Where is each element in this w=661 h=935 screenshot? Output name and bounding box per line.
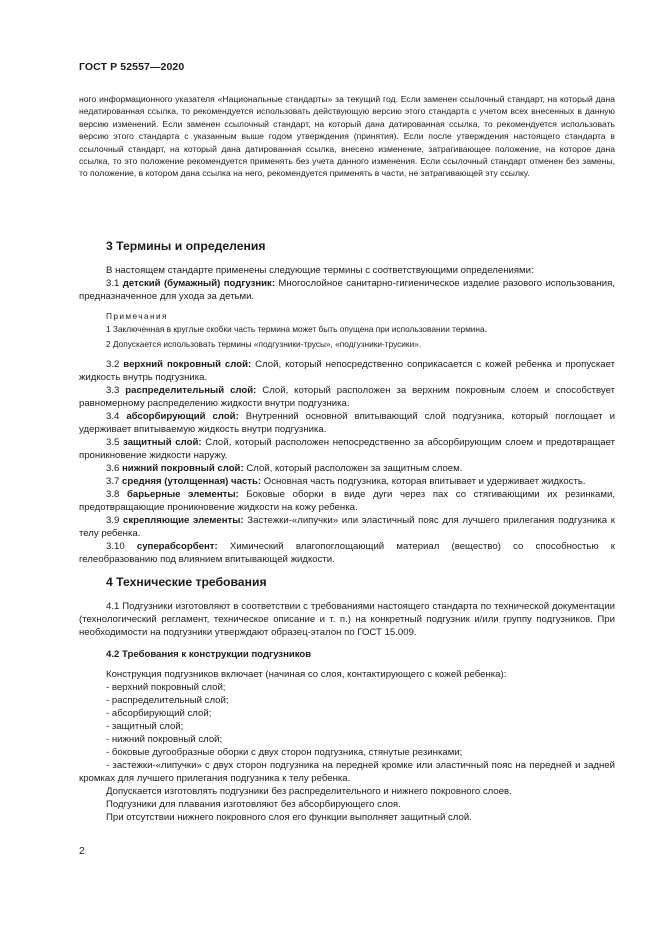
note-2: 2 Допускается использовать термины «подгузники-трусы», «подгузники-трусики».	[106, 339, 422, 350]
term-definition: Внутренний основной впитывающий слой подгузника, который поглощает и удерживает впитываемую жидкость внутри подгузника.	[79, 411, 615, 436]
term-definition: Слой, который расположен за защитным слоем.	[243, 463, 463, 475]
term-3-5	[79, 436, 615, 462]
list-item: - верхний покровный слой;	[106, 682, 226, 693]
list-item: - распределительный слой;	[106, 695, 229, 706]
document-header: ГОСТ Р 52557—2020	[79, 61, 185, 73]
term-definition: Боковые оборки в виде дуги через пах со стягивающими их резинками, предотвращающие проникновение жидкости на кожу ребенка.	[79, 489, 615, 514]
term-number: 3.3	[106, 385, 126, 397]
section-3-body	[79, 264, 615, 566]
list-item: - абсорбирующий слой;	[106, 708, 212, 719]
section-4-title: 4 Технические требования	[106, 575, 267, 589]
term-name: абсорбирующий слой:	[126, 411, 239, 423]
clause-4-2-heading: 4.2 Требования к конструкции подгузников	[106, 649, 312, 660]
term-name: защитный слой:	[123, 437, 202, 449]
term-number: 3.7	[106, 476, 123, 488]
term-3-6	[79, 462, 615, 475]
note-1: 1 Заключенная в круглые скобки часть термина может быть опущена при использовании термина.	[106, 324, 487, 334]
term-3-3	[79, 384, 615, 410]
term-name: верхний покровный слой:	[123, 359, 252, 371]
term-3-2	[79, 358, 615, 384]
section-4-body	[79, 600, 615, 824]
term-number: 3.5	[106, 437, 124, 449]
term-definition: Слой, который непосредственно соприкасается с кожей ребенка и пропускает жидкость внутрь подгузника.	[79, 359, 615, 384]
clause-4-1: 4.1 Подгузники изготовляют в соответствии с требованиями настоящего стандарта по технической документации (технологический регламент, техническое описание и т. п.) на конкретный подгузник и/или группу подгузников. При необходимости на подгузники утверждают образец-эталон по ГОСТ 15.009.	[79, 601, 615, 638]
notes-title: Примечания	[106, 311, 168, 321]
intro-paragraph: ного информационного указателя «Национальные стандарты» за текущий год. Если заменен ссылочный стандарт, на который дана недатированная ссылка, то рекомендуется использовать действующую версию этого стандарта с учетом всех внесенных в данную версию изменений. Если заменен ссылочный стандарт, на который дана датированная ссылка, то рекомендуется использовать версию этого стандарта с указанным выше годом утверждения (принятия). Если после утверждения настоящего стандарта в ссылочный стандарт, на который дана датированная ссылка, внесено изменение, затрагивающее положение, на которое дана ссылка, то это положение рекомендуется применять без учета данного изменения. Если ссылочный стандарт отменен без замены, то положение, в котором дана ссылка на него, рекомендуется применять в части, не затрагивающей эту ссылку.	[79, 94, 615, 179]
term-name: нижний покровный слой:	[122, 463, 244, 475]
term-number: 3.2	[106, 359, 124, 371]
clause-4-2-para-b: Подгузники для плавания изготовляют без абсорбирующего слоя.	[106, 799, 401, 810]
term-number: 3.6	[106, 463, 123, 475]
term-definition: Многослойное санитарно-гигиеническое изделие разового использования, предназначенное для ухода за детьми.	[79, 278, 615, 302]
clause-4-2-para-c: При отсутствии нижнего покровного слоя его функции выполняет защитный слой.	[106, 812, 472, 823]
clause-4-2-para-a: Допускается изготовлять подгузники без распределительного и нижнего покровного слоев.	[106, 786, 512, 797]
clause-4-2-lead: Конструкция подгузников включает (начиная со слоя, контактирующего с кожей ребенка):	[106, 669, 507, 680]
term-number: 3.9	[106, 515, 124, 527]
term-name: распределительный слой:	[125, 385, 257, 397]
term-3-1	[79, 277, 615, 303]
term-number: 3.10	[106, 541, 137, 553]
term-number: 3.8	[106, 489, 127, 501]
term-definition: Слой, который расположен за верхним покровным слоем и способствует равномерному распределению жидкости внутри подгузника.	[79, 385, 615, 410]
list-item: - защитный слой;	[106, 721, 184, 732]
term-definition: Химический влагопоглощающий материал (вещество) со способностью к гелеобразованию под влиянием впитывающей жидкости.	[79, 541, 615, 566]
term-3-7	[79, 475, 615, 488]
section-3-lead: В настоящем стандарте применены следующие термины с соответствующими определениями:	[106, 265, 534, 276]
term-definition: Застежки-«липучки» или эластичный пояс для лучшего прилегания подгузника к телу ребенка.	[79, 515, 615, 540]
page-number: 2	[79, 845, 85, 857]
term-definition: Основная часть подгузника, которая впитывает и удерживает жидкость.	[261, 476, 586, 488]
term-definition: Слой, который расположен непосредственно за абсорбирующим слоем и предотвращает проникновение жидкости наружу.	[79, 437, 615, 462]
term-3-4	[79, 410, 615, 436]
term-name: детский (бумажный) подгузник:	[122, 278, 276, 289]
term-name: скрепляющие элементы:	[123, 515, 244, 527]
intro-paragraph-block	[79, 93, 615, 180]
list-item: - нижний покровный слой;	[106, 734, 223, 745]
term-name: суперабсорбент:	[136, 541, 218, 553]
list-item: - боковые дугообразные оборки с двух сторон подгузника, стянутые резинками;	[106, 747, 463, 758]
term-3-10	[79, 540, 615, 566]
term-number: 3.1	[106, 278, 123, 289]
term-3-9	[79, 514, 615, 540]
term-3-8	[79, 488, 615, 514]
term-number: 3.4	[106, 411, 127, 423]
list-item: - застежки-«липучки» с двух сторон подгузника на передней кромке или эластичный пояс на передней и задней кромках для лучшего прилегания подгузника к телу ребенка.	[79, 760, 615, 784]
term-name: барьерные элементы:	[126, 489, 239, 501]
term-name: средняя (утолщенная) часть:	[122, 476, 262, 488]
section-3-title: 3 Термины и определения	[106, 239, 266, 253]
